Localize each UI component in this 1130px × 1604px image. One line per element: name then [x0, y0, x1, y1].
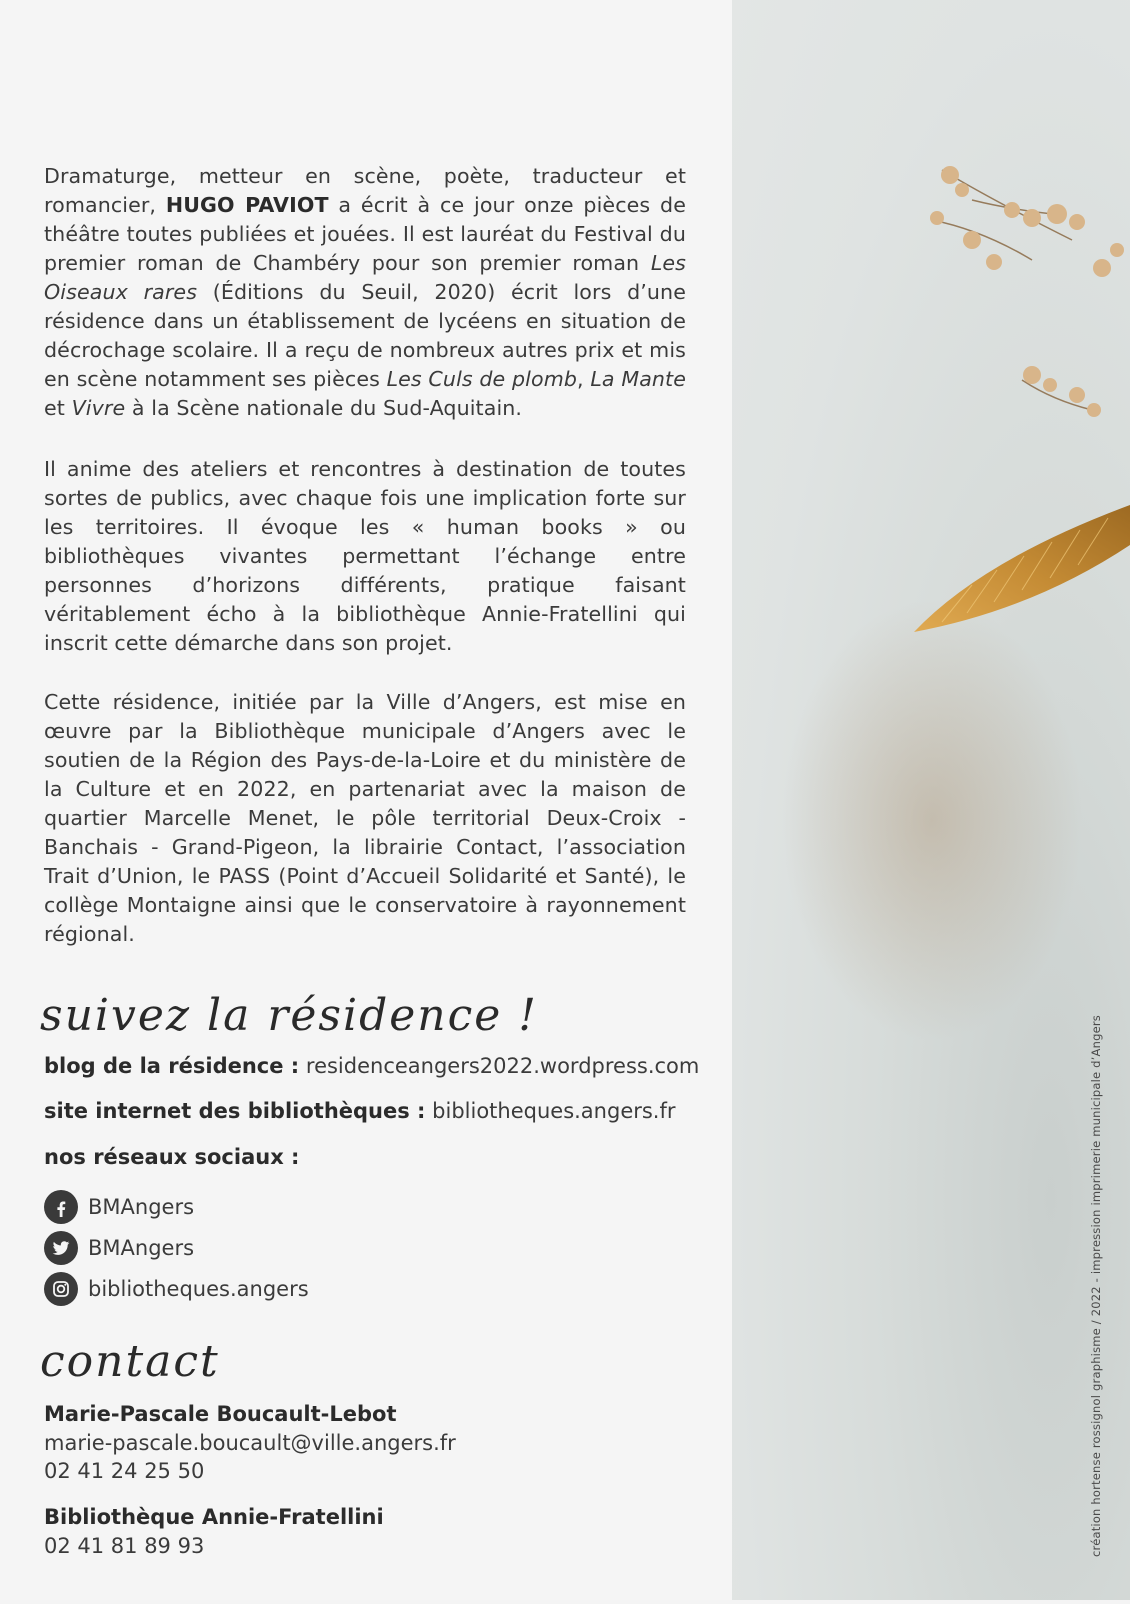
bio-text-1: Dramaturge, metteur en scène, poète, traducteur et romancier,	[44, 164, 686, 217]
instagram-row[interactable]	[44, 1272, 309, 1306]
contact-library-name: Bibliothèque Annie-Fratellini	[44, 1505, 384, 1529]
contact-person-email[interactable]: marie-pascale.boucault@ville.angers.fr	[44, 1431, 456, 1455]
bio-text-6: à la Scène nationale du Sud-Aquitain.	[125, 396, 523, 420]
print-credit: création hortense rossignol graphisme / 2022 - impression imprimerie municipale d’Angers	[1089, 1015, 1103, 1557]
bio-text-5: et	[44, 396, 72, 420]
instagram-icon	[44, 1272, 78, 1306]
play-title-2: La Mante	[590, 367, 687, 391]
social-heading-label: nos réseaux sociaux :	[44, 1145, 300, 1169]
site-label: site internet des bibliothèques :	[44, 1099, 426, 1123]
residence-paragraph: Cette résidence, initiée par la Ville d’Angers, est mise en œuvre par la Bibliothèque municipale d’Angers avec le soutien de la Région des Pays-de-la-Loire et du ministère de la Culture et en 2022, en partenariat avec la maison de quartier Marcelle Menet, le pôle territorial Deux-Croix - Banchais - Grand-Pigeon, la librairie Contact, l’association Trait d’Union, le PASS (Point d’Accueil Solidarité et Santé), le collège Montaigne ainsi que le conservatoire à rayonnement régional.	[44, 690, 686, 946]
blog-link[interactable]: residenceangers2022.wordpress.com	[305, 1054, 700, 1078]
blog-line	[44, 1054, 699, 1078]
workshops-paragraph: Il anime des ateliers et rencontres à destination de toutes sortes de publics, avec chaque fois une implication forte sur les territoires. Il évoque les « human books » ou bibliothèques vivantes permettant l’échange entre personnes d’horizons différents, pratique faisant véritablement écho à la bibliothèque Annie-Fratellini qui inscrit cette démarche dans son projet.	[44, 457, 686, 655]
author-name: HUGO PAVIOT	[165, 193, 329, 217]
contact-library-phone[interactable]: 02 41 81 89 93	[44, 1534, 205, 1558]
twitter-row[interactable]	[44, 1231, 194, 1265]
bio-text-3: (Éditions du Seuil, 2020) écrit lors d’une résidence dans un établissement de lycéens en situation de décrochage scolaire. Il a reçu de nombreux autres prix et mis en scène notamment ses pièces	[44, 280, 686, 391]
bio-text-4: ,	[577, 367, 591, 391]
book-title: Les Oiseaux rares	[44, 251, 686, 304]
dried-flowers-illustration	[732, 0, 1130, 1600]
follow-heading: suivez la résidence !	[40, 990, 538, 1041]
site-line	[44, 1099, 676, 1123]
facebook-icon	[44, 1190, 78, 1224]
facebook-handle[interactable]: BMAngers	[88, 1195, 195, 1219]
contact-person-name: Marie-Pascale Boucault-Lebot	[44, 1402, 397, 1426]
bio-text-2: a écrit à ce jour onze pièces de théâtre toutes publiées et jouées. Il est lauréat du Festival du premier roman de Chambéry pour son premier roman	[44, 193, 686, 275]
play-title-3: Vivre	[71, 396, 126, 420]
wall-photo	[732, 0, 1130, 1600]
twitter-icon	[44, 1231, 78, 1265]
twitter-handle[interactable]: BMAngers	[88, 1236, 195, 1260]
social-heading	[44, 1145, 299, 1169]
contact-heading: contact	[40, 1336, 220, 1387]
play-title-1: Les Culs de plomb	[386, 367, 578, 391]
contact-person-phone[interactable]: 02 41 24 25 50	[44, 1459, 205, 1483]
blog-label: blog de la résidence :	[44, 1054, 300, 1078]
instagram-handle[interactable]: bibliotheques.angers	[88, 1277, 309, 1301]
site-link[interactable]: bibliotheques.angers.fr	[432, 1099, 676, 1123]
facebook-row[interactable]	[44, 1190, 194, 1224]
bio-paragraph	[44, 162, 686, 423]
